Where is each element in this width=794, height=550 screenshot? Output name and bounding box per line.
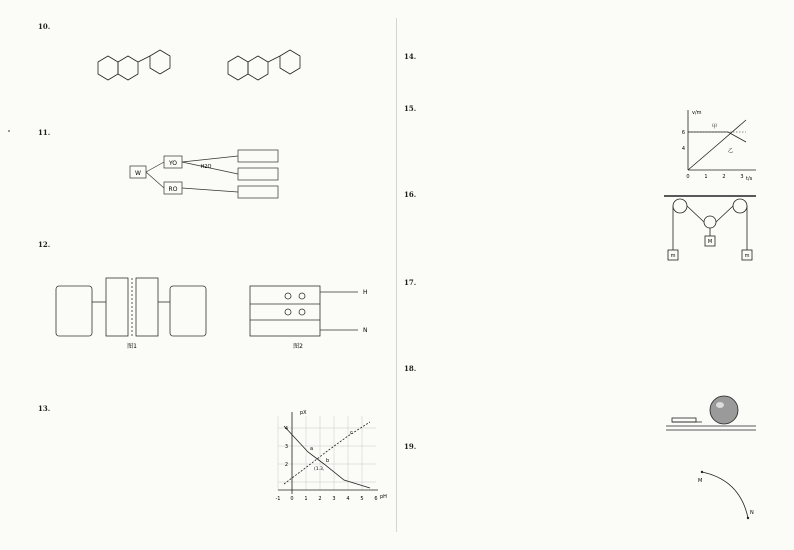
question-number: 19. [404, 442, 417, 451]
question-number: 12. [38, 240, 51, 249]
compound-a-structure [98, 50, 170, 80]
iron-ball [710, 396, 738, 424]
question-15 [404, 104, 674, 114]
margin-dot [8, 130, 10, 132]
y-tick: 6 [681, 130, 685, 136]
y-tick: 4 [681, 146, 685, 152]
question-number: 14. [404, 52, 417, 61]
question-13 [38, 404, 248, 414]
question-number: 13. [38, 404, 51, 413]
electrode-tag-n: N [363, 327, 368, 334]
figure-2-label: 图2 [293, 343, 303, 350]
question-number: 10. [38, 22, 51, 31]
figure-1-label: 图1 [127, 343, 137, 350]
curve-1 [284, 426, 370, 488]
electrode-b [136, 278, 158, 336]
particle-trajectory [702, 472, 748, 518]
right-column [404, 22, 760, 528]
flow-node-ro: RO [168, 186, 178, 193]
curve-2 [284, 422, 370, 484]
question-number: 11. [38, 128, 51, 137]
y-tick: 4 [284, 426, 288, 432]
y-tick: 2 [284, 462, 288, 468]
label-m: M [698, 478, 703, 484]
question-11 [38, 128, 388, 138]
x-tick: 5 [360, 496, 364, 502]
x-tick: 6 [374, 496, 378, 502]
label-m-left: m [670, 253, 676, 259]
x-tick: 4 [346, 496, 350, 502]
arc-field-sketch [694, 462, 758, 526]
column-divider [396, 18, 397, 532]
question-12 [38, 240, 388, 250]
label-n: N [750, 510, 754, 516]
x-tick: 3 [740, 174, 744, 180]
question-18 [404, 364, 660, 374]
storage-tank-left [56, 286, 92, 336]
x-axis-label: pH [380, 494, 387, 500]
x-tick: 1 [304, 496, 308, 502]
y-axis-label: v/m [692, 110, 702, 116]
question-14 [404, 52, 760, 62]
compound-b-structure [228, 50, 300, 80]
electrode-a [106, 278, 128, 336]
x-tick: -1 [275, 496, 281, 502]
point-a-label: a [310, 446, 314, 452]
flow-box-3 [238, 186, 278, 198]
question-19 [404, 442, 760, 452]
question-number: 17. [404, 278, 417, 287]
curve-yi-label: 乙 [728, 148, 734, 154]
rail-sphere-drawing [662, 382, 758, 434]
question-number: 15. [404, 104, 417, 113]
electrode-tag-h: H [363, 289, 368, 296]
x-axis-label: t/s [746, 176, 753, 182]
point-c-label: c [350, 430, 353, 436]
y-axis-label: pX [300, 410, 307, 416]
storage-tank-right [170, 286, 206, 336]
flow-box-1 [238, 150, 278, 162]
question-number: 16. [404, 190, 417, 199]
reaction-flow-chart [128, 148, 308, 204]
flow-box-2 [238, 168, 278, 180]
flow-node-h2o: H2O [200, 164, 212, 170]
x-tick: 3 [332, 496, 336, 502]
curve-jia-label: 甲 [712, 124, 718, 130]
curve-jia [688, 132, 746, 142]
battery-figure-2 [228, 272, 378, 350]
point-coordinate-label: (1.3, [314, 467, 325, 472]
point-b-label: b [326, 458, 330, 464]
label-big-m: M [707, 239, 713, 245]
flow-node-yo: YO [168, 160, 178, 167]
label-m-right: m [744, 253, 750, 259]
x-tick: 1 [704, 174, 708, 180]
left-column [38, 22, 388, 528]
y-tick: 3 [284, 444, 288, 450]
px-ph-graph [264, 406, 388, 510]
question-17 [404, 278, 760, 288]
flow-node-w: W [135, 170, 141, 177]
question-16 [404, 190, 652, 200]
ball-highlight [716, 402, 724, 408]
pulley-diagram [660, 192, 760, 272]
battery-figure-1 [52, 272, 212, 350]
question-number: 18. [404, 364, 417, 373]
flavone-structures [78, 40, 338, 92]
x-tick: 2 [318, 496, 322, 502]
velocity-time-graph [676, 106, 760, 182]
x-tick: 0 [290, 496, 294, 502]
x-tick: 2 [722, 174, 726, 180]
x-tick: 0 [686, 174, 690, 180]
question-10 [38, 22, 388, 32]
